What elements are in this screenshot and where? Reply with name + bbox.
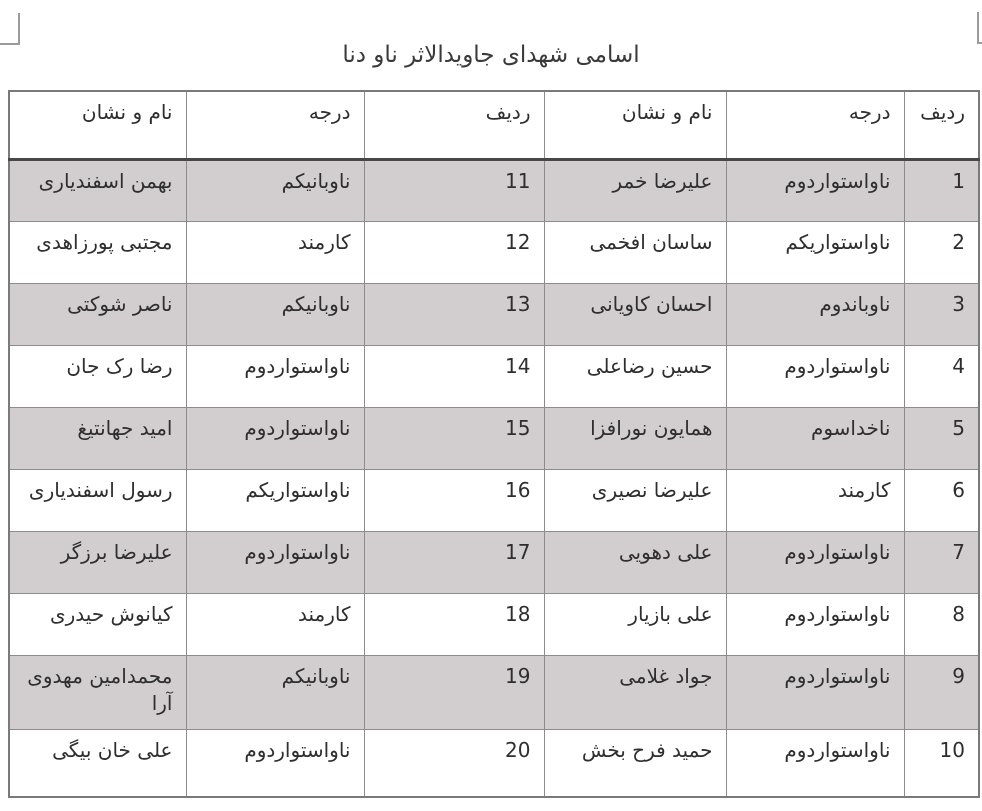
rank-cell: ناوبانیکم: [186, 655, 364, 729]
header-naam-right: نام و نشان: [544, 91, 726, 159]
name-cell: ساسان افخمی: [544, 221, 726, 283]
radif-cell: 5: [904, 407, 979, 469]
table-row: [9, 593, 979, 655]
name-cell: رضا رک جان: [9, 345, 186, 407]
header-radif-right: ردیف: [904, 91, 979, 159]
name-cell: مجتبی پورزاهدی: [9, 221, 186, 283]
header-daraje-right: درجه: [726, 91, 904, 159]
radif-cell: 12: [364, 221, 544, 283]
name-cell: بهمن اسفندیاری: [9, 159, 186, 221]
rank-cell: ناواستواردوم: [726, 345, 904, 407]
name-cell: حمید فرح بخش: [544, 729, 726, 797]
table-row: [9, 345, 979, 407]
radif-cell: 1: [904, 159, 979, 221]
radif-cell: 6: [904, 469, 979, 531]
rank-cell: ناواستواردوم: [726, 593, 904, 655]
name-cell: علی خان بیگی: [9, 729, 186, 797]
top-right-corner-mark: [977, 12, 982, 44]
radif-cell: 11: [364, 159, 544, 221]
table-row: [9, 729, 979, 797]
martyrs-table: [8, 90, 980, 798]
name-cell: همایون نورافزا: [544, 407, 726, 469]
rank-cell: ناوبانیکم: [186, 283, 364, 345]
rank-cell: ناوباندوم: [726, 283, 904, 345]
header-naam-left: نام و نشان: [9, 91, 186, 159]
radif-cell: 14: [364, 345, 544, 407]
rank-cell: ناواستواردوم: [186, 531, 364, 593]
table-row: [9, 407, 979, 469]
name-cell: رسول اسفندیاری: [9, 469, 186, 531]
radif-cell: 19: [364, 655, 544, 729]
radif-cell: 2: [904, 221, 979, 283]
rank-cell: ناوبانیکم: [186, 159, 364, 221]
rank-cell: ناواستواردوم: [726, 729, 904, 797]
radif-cell: 7: [904, 531, 979, 593]
name-cell: امید جهانتیغ: [9, 407, 186, 469]
name-cell: حسین رضاعلی: [544, 345, 726, 407]
rank-cell: ناواستواریکم: [726, 221, 904, 283]
table-row: [9, 283, 979, 345]
radif-cell: 9: [904, 655, 979, 729]
name-cell: کیانوش حیدری: [9, 593, 186, 655]
name-cell: علی بازیار: [544, 593, 726, 655]
name-cell: علیرضا برزگر: [9, 531, 186, 593]
rank-cell: ناواستواردوم: [186, 345, 364, 407]
rank-cell: ناواستواردوم: [726, 159, 904, 221]
table-row: [9, 469, 979, 531]
name-cell: علیرضا خمر: [544, 159, 726, 221]
rank-cell: کارمند: [726, 469, 904, 531]
rank-cell: کارمند: [186, 593, 364, 655]
name-cell: ناصر شوکتی: [9, 283, 186, 345]
radif-cell: 20: [364, 729, 544, 797]
radif-cell: 3: [904, 283, 979, 345]
radif-cell: 4: [904, 345, 979, 407]
header-radif-left: ردیف: [364, 91, 544, 159]
table-row: [9, 159, 979, 221]
table-row: [9, 531, 979, 593]
radif-cell: 13: [364, 283, 544, 345]
rank-cell: ناواستواردوم: [186, 729, 364, 797]
rank-cell: ناواستواردوم: [186, 407, 364, 469]
name-cell: جواد غلامی: [544, 655, 726, 729]
rank-cell: ناواستواردوم: [726, 531, 904, 593]
rank-cell: کارمند: [186, 221, 364, 283]
rank-cell: ناواستواریکم: [186, 469, 364, 531]
radif-cell: 10: [904, 729, 979, 797]
table-row: [9, 221, 979, 283]
header-daraje-left: درجه: [186, 91, 364, 159]
name-cell: احسان کاویانی: [544, 283, 726, 345]
page-title: اسامی شهدای جاویدالاثر ناو دنا: [342, 42, 640, 68]
name-cell: علی دهویی: [544, 531, 726, 593]
name-cell: محمدامین مهدوی آرا: [9, 655, 186, 729]
radif-cell: 17: [364, 531, 544, 593]
top-left-corner-mark: [0, 13, 20, 45]
radif-cell: 16: [364, 469, 544, 531]
radif-cell: 15: [364, 407, 544, 469]
radif-cell: 8: [904, 593, 979, 655]
name-cell: علیرضا نصیری: [544, 469, 726, 531]
rank-cell: ناخداسوم: [726, 407, 904, 469]
rank-cell: ناواستواردوم: [726, 655, 904, 729]
table-header-row: [9, 91, 979, 159]
radif-cell: 18: [364, 593, 544, 655]
table-row: [9, 655, 979, 729]
